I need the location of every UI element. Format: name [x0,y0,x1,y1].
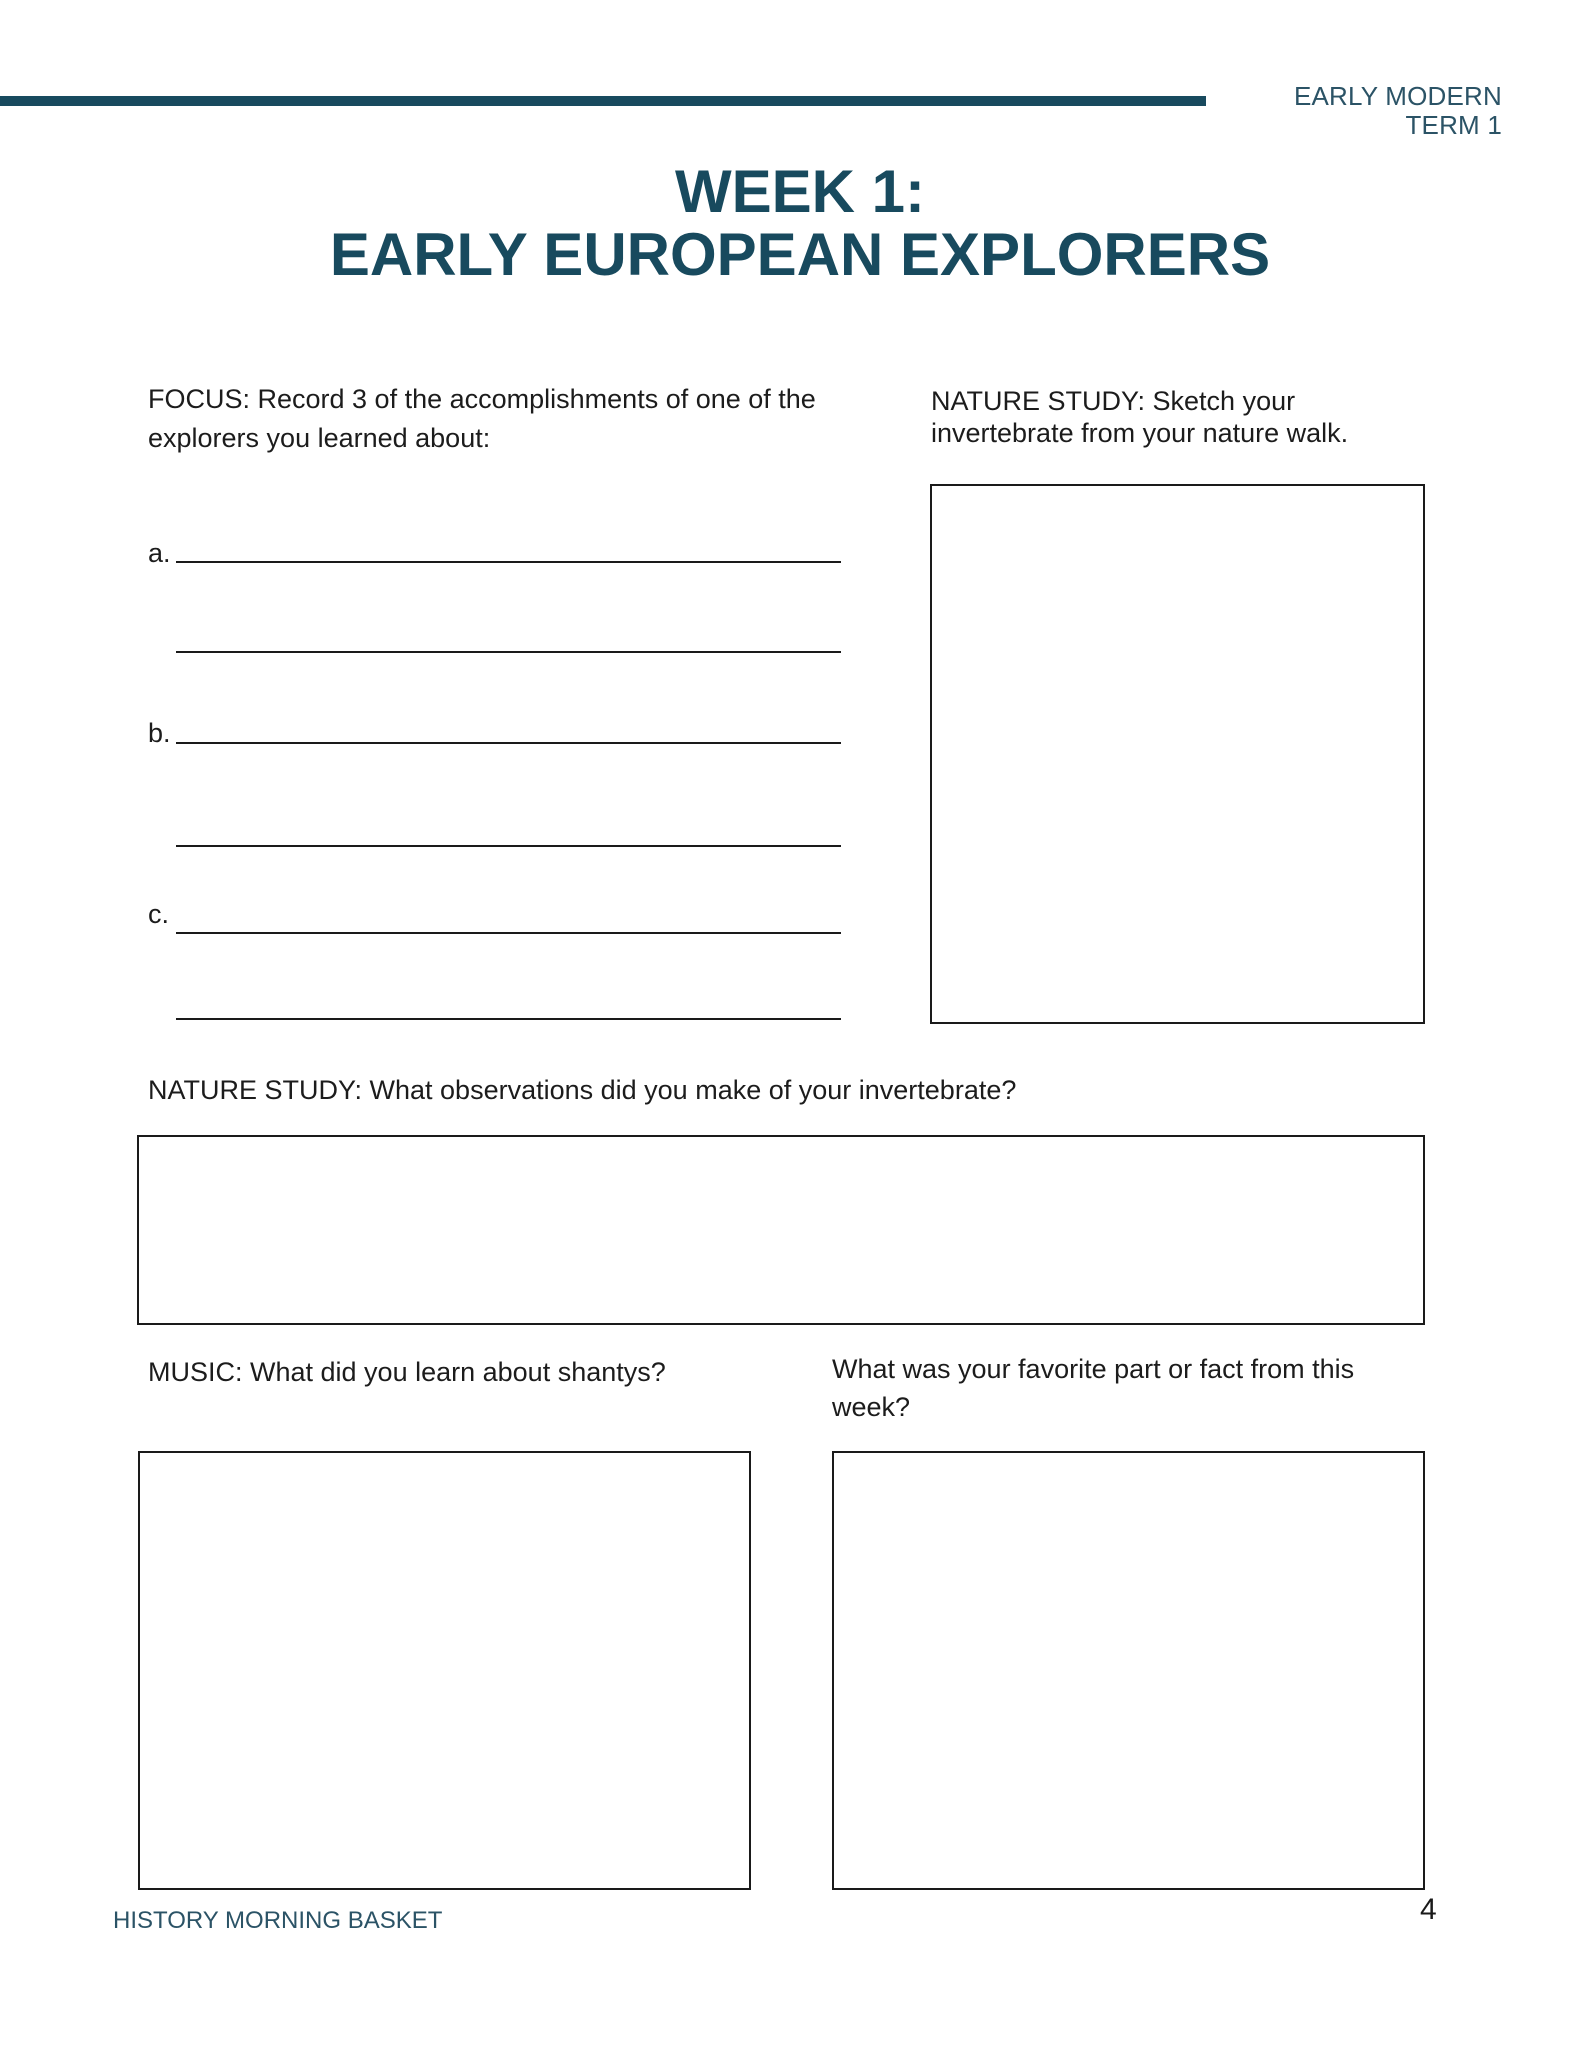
page-title [0,160,1583,286]
item-label-c: c. [148,899,170,929]
header-accent-bar [0,96,1206,106]
course-term: TERM 1 [1405,110,1502,140]
answer-line-c2[interactable] [176,1018,841,1020]
sketch-box[interactable] [930,484,1425,1024]
favorite-answer-box[interactable] [832,1451,1425,1890]
course-name: EARLY MODERN [1293,81,1502,111]
answer-line-b2[interactable] [176,845,841,847]
item-label-a: a. [148,538,171,568]
music-prompt: MUSIC: What did you learn about shantys? [148,1357,666,1387]
page-number: 4 [1420,1893,1437,1926]
nature-observations-prompt: NATURE STUDY: What observations did you make of your invertebrate? [148,1075,1017,1105]
answer-line-c1[interactable] [176,932,841,934]
answer-line-b1[interactable] [176,742,841,744]
music-answer-box[interactable] [138,1451,751,1890]
observations-box[interactable] [137,1135,1425,1325]
focus-prompt: FOCUS: Record 3 of the accomplishments of one of the explorers you learned about: [148,384,816,453]
course-label [1294,82,1502,140]
nature-sketch-prompt-line1: NATURE STUDY: Sketch your [931,386,1296,416]
page-title-topic: EARLY EUROPEAN EXPLORERS [329,221,1271,288]
nature-sketch-prompt [931,385,1451,449]
favorite-prompt: What was your favorite part or fact from this week? [832,1354,1355,1422]
answer-line-a1[interactable] [176,561,841,563]
answer-line-a2[interactable] [176,651,841,653]
nature-sketch-prompt-line2: invertebrate from your nature walk. [931,418,1349,448]
item-label-b: b. [148,718,171,748]
footer-title: HISTORY MORNING BASKET [113,1907,443,1934]
page-title-week: WEEK 1: [674,158,926,225]
